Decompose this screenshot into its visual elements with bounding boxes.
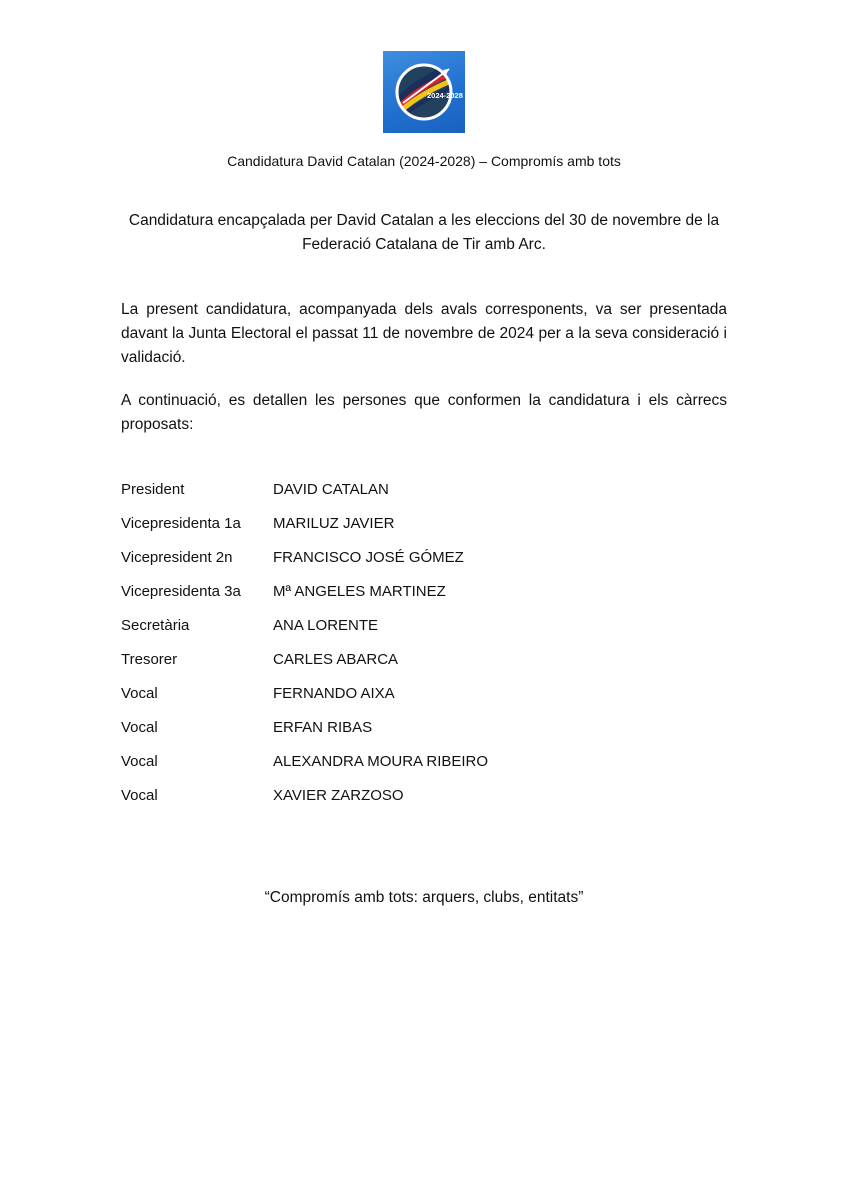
federation-logo	[383, 51, 465, 133]
member-role: Vocal	[121, 685, 158, 702]
member-name: DAVID CATALAN	[273, 481, 389, 498]
member-role: Secretària	[121, 617, 190, 634]
member-row	[121, 684, 621, 718]
federation-logo-arrow-icon	[383, 51, 465, 133]
member-role: Tresorer	[121, 651, 178, 668]
member-row	[121, 718, 621, 752]
candidature-members-list	[121, 480, 621, 820]
member-row	[121, 752, 621, 786]
member-name: CARLES ABARCA	[273, 651, 399, 668]
member-role: Vicepresidenta 3a	[121, 583, 241, 600]
logo-year-text: 2024-2028	[427, 91, 463, 100]
member-name: MARILUZ JAVIER	[273, 515, 395, 532]
paragraph-submission: La present candidatura, acompanyada dels avals corresponents, va ser presentada davant la Junta Electoral el passat 11 de novembre de 2024 per a la seva consideració i validació.	[121, 301, 727, 366]
member-row	[121, 548, 621, 582]
subtitle-line-2: Federació Catalana de Tir amb Arc.	[302, 236, 546, 253]
closing-quote: “Compromís amb tots: arquers, clubs, entitats”	[264, 889, 584, 906]
member-name: FERNANDO AIXA	[273, 685, 395, 702]
member-role: Vicepresident 2n	[121, 549, 233, 566]
member-name: ERFAN RIBAS	[273, 719, 373, 736]
member-row	[121, 786, 621, 820]
member-role: President	[121, 481, 185, 498]
member-role: Vocal	[121, 719, 158, 736]
member-row	[121, 582, 621, 616]
document-header: Candidatura David Catalan (2024-2028) – Compromís amb tots	[227, 153, 621, 169]
member-row	[121, 616, 621, 650]
paragraph-members-intro: A continuació, es detallen les persones que conformen la candidatura i els càrrecs proposats:	[121, 392, 727, 433]
member-name: Mª ANGELES MARTINEZ	[273, 583, 446, 600]
member-name: ALEXANDRA MOURA RIBEIRO	[273, 753, 489, 770]
member-row	[121, 514, 621, 548]
member-role: Vocal	[121, 787, 158, 804]
document-subtitle	[100, 209, 748, 257]
member-row	[121, 650, 621, 684]
member-name: XAVIER ZARZOSO	[273, 787, 404, 804]
member-row	[121, 480, 621, 514]
subtitle-line-1: Candidatura encapçalada per David Catalan a les eleccions del 30 de novembre de la	[128, 212, 720, 229]
member-name: ANA LORENTE	[273, 617, 379, 634]
member-role: Vicepresidenta 1a	[121, 515, 241, 532]
member-name: FRANCISCO JOSÉ GÓMEZ	[273, 549, 464, 566]
member-role: Vocal	[121, 753, 158, 770]
